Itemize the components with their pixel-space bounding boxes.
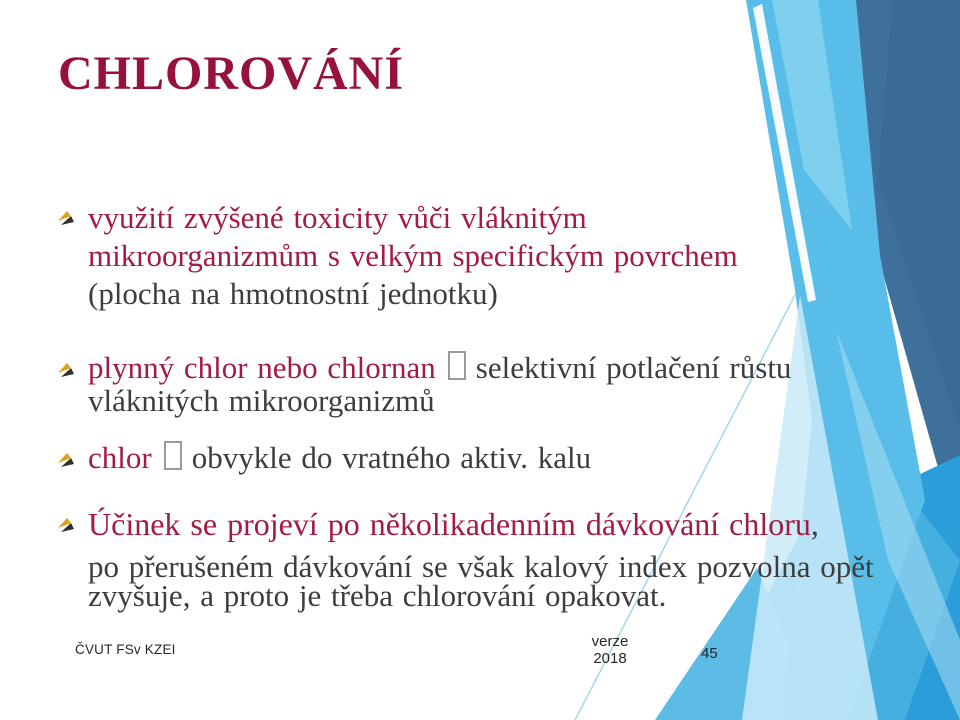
bullet-3-line-1	[88, 441, 938, 474]
bullet-1-line-3: (plocha na hmotnostní jednotku)	[88, 276, 498, 311]
bullet-4-comma: ,	[810, 506, 819, 542]
bullet-arrow-icon	[58, 363, 76, 378]
bullet-item-4	[58, 506, 938, 613]
bullet-item-1	[58, 199, 938, 313]
slide-title: CHLOROVÁNÍ	[58, 47, 405, 100]
bullet-3-red-text: chlor	[88, 440, 152, 475]
missing-char-box-icon	[448, 351, 466, 380]
bullet-1-line-2: mikroorganizmům s velkým specifickým povrchem	[88, 238, 738, 273]
bullet-4-line-3: zvyšuje, a proto je třeba chlorování opakovat.	[88, 578, 667, 613]
bullet-arrow-icon	[58, 518, 76, 533]
bullet-2-dark-text-1: selektivní potlačení růstu	[475, 350, 792, 385]
bullet-2-red-text: plynný chlor nebo chlornan	[88, 350, 436, 385]
footer-version-line1: verze	[591, 633, 629, 650]
bullet-4-line-2: po přerušeném dávkování se však kalový index pozvolna opět	[88, 549, 874, 584]
bullet-3-dark-text: obvykle do vratného aktiv. kalu	[191, 440, 592, 475]
bullet-2-line-1	[88, 351, 938, 384]
bullet-arrow-icon	[58, 211, 76, 226]
bullet-2-line-2: vláknitých mikroorganizmů	[88, 383, 435, 418]
bullet-item-2	[58, 351, 938, 417]
missing-char-box-icon	[164, 441, 182, 470]
page-number: 45	[701, 645, 718, 662]
footer-affiliation: ČVUT FSv KZEI	[75, 642, 176, 657]
bullet-arrow-icon	[58, 453, 76, 468]
bullet-item-3	[58, 441, 938, 474]
bullet-4-red-text: Účinek se projeví po několikadenním dávkování chloru	[88, 506, 811, 542]
bullet-4-line-1	[88, 506, 938, 542]
footer-version-line2: 2018	[593, 650, 627, 667]
bullet-1-line-1: využití zvýšené toxicity vůči vláknitým	[88, 200, 587, 235]
